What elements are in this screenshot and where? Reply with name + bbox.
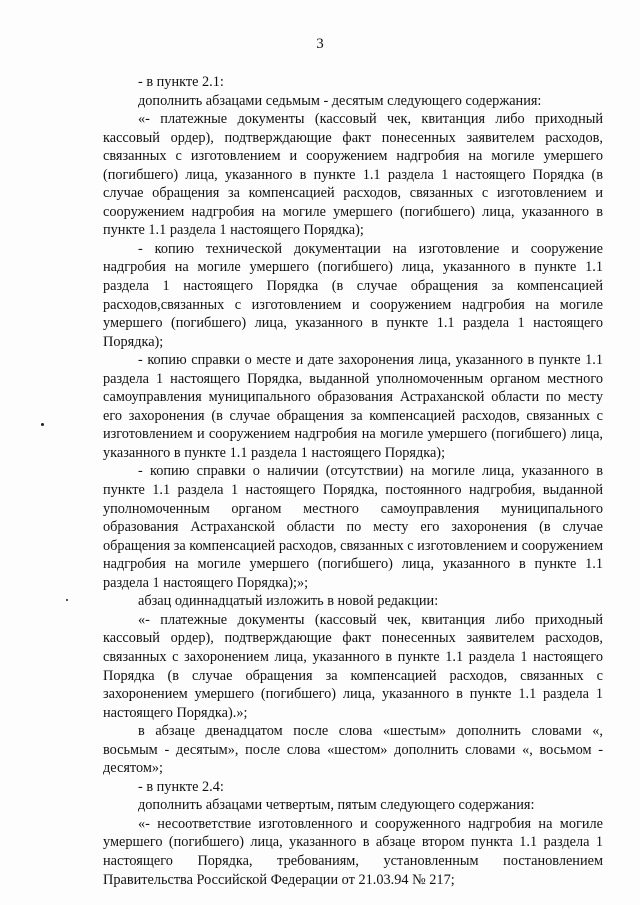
scan-speck — [41, 423, 44, 426]
paragraph: - копию технической документации на изготовление и сооружение надгробия на могиле умершего (погибшего) лица, указанного в пункте 1.1 раздела 1 настоящего Порядка (в случае обращения за компенсацией расходов,связанных с изготовлением и сооружением надгробия на могиле умершего (погибшего) лица, указанного в пункте 1.1 раздела 1 настоящего Порядка); — [103, 240, 603, 350]
paragraph: «- платежные документы (кассовый чек, квитанция либо приходный кассовый ордер), подтверждающие факт понесенных заявителем расходов, связанных с изготовлением и сооружением надгробия на могиле умершего (погибшего) лица, указанного в пункте 1.1 раздела 1 настоящего Порядка (в случае обращения за компенсацией расходов, связанных с изготовлением и сооружением надгробия на могиле умершего (погибшего) лица, указанного в пункте 1.1 раздела 1 настоящего Порядка); — [103, 111, 603, 239]
document-body — [103, 73, 603, 889]
paragraph: «- платежные документы (кассовый чек, квитанция либо приходный кассовый ордер), подтверждающие факт понесенных заявителем расходов, связанных с захоронением лица, указанного в пункте 1.1 раздела 1 настоящего Порядка (в случае обращения за компенсацией расходов, связанных с захоронением умершего (погибшего) лица, указанного в пункте 1.1 раздела 1 настоящего Порядка).»; — [103, 611, 603, 721]
paragraph: - в пункте 2.4: — [138, 778, 224, 795]
paragraph: - копию справки о месте и дате захоронения лица, указанного в пункте 1.1 раздела 1 настоящего Порядка, выданной уполномоченным органом местного самоуправления муниципального образования Астраханской области по месту его захоронения (в случае обращения за компенсацией расходов, связанных с изготовлением и сооружением надгробия на могиле умершего (погибшего) лица, указанного в пункте 1.1 раздела 1 настоящего Порядка); — [103, 352, 603, 461]
paragraph: - в пункте 2.1: — [138, 74, 224, 90]
paragraph: «- несоответствие изготовленного и сооруженного надгробия на могиле умершего (погибшего) лица, указанного в абзаце втором пункта 1.1 раздела 1 настоящего Порядка, требованиям, установленным постановлением Правительства Российской Федерации от 21.03.94 № 217; — [103, 815, 603, 888]
scan-speck — [66, 599, 68, 601]
paragraph: дополнить абзацами седьмым - десятым следующего содержания: — [138, 92, 542, 109]
paragraph: - копию справки о наличии (отсутствии) на могиле лица, указанного в пункте 1.1 раздела 1 настоящего Порядка, постоянного надгробия, выданной уполномоченным органом местного самоуправления муниципального образования Астраханской области по месту его захоронения (в случае обращения за компенсацией расходов, связанных с изготовлением и сооружением надгробия на могиле умершего (погибшего) лица, указанного в пункте 1.1 раздела 1 настоящего Порядка);»; — [103, 463, 603, 591]
paragraph: абзац одиннадцатый изложить в новой редакции: — [138, 593, 439, 610]
page-number: 3 — [316, 36, 324, 52]
paragraph: дополнить абзацами четвертым, пятым следующего содержания: — [138, 797, 535, 814]
paragraph: в абзаце двенадцатом после слова «шестым» дополнить словами «, восьмым - десятым», после слова «шестом» дополнить словами «, восьмом - десятом»; — [103, 723, 603, 777]
